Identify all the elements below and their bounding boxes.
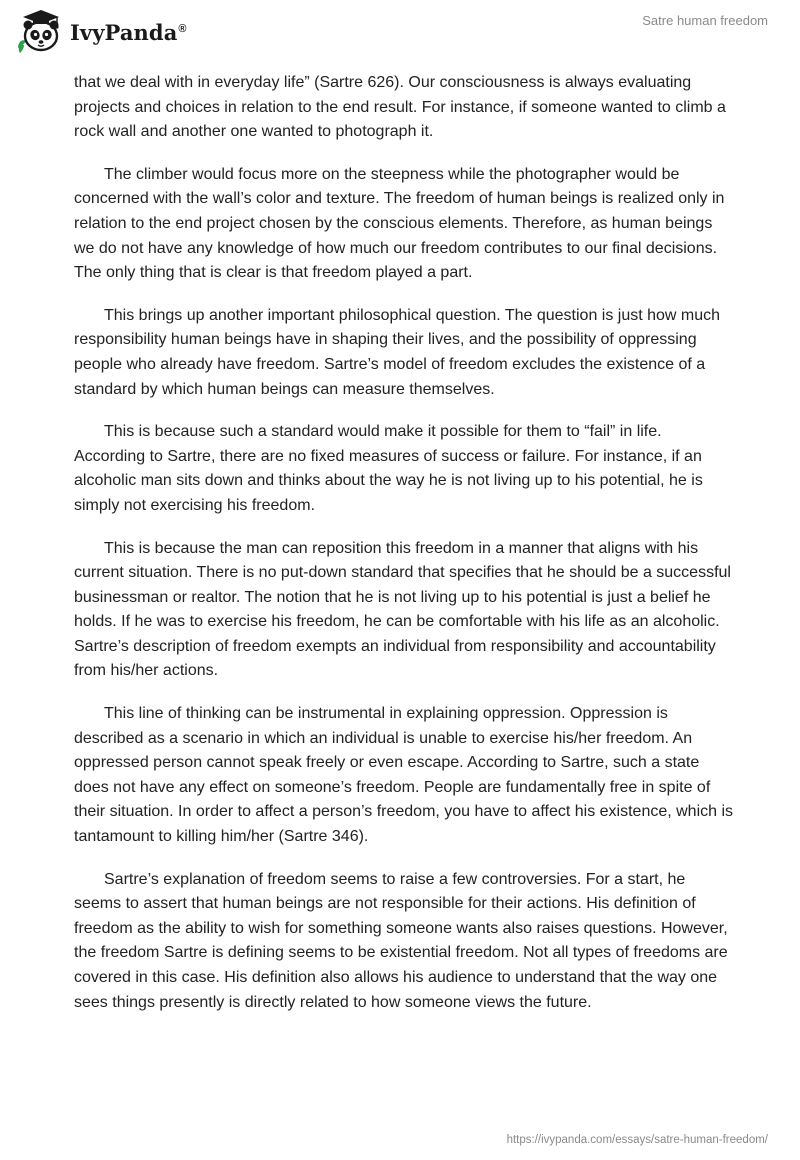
essay-paragraph: This brings up another important philosophical question. The question is just how much responsibility human beings have in shaping their lives, and the possibility of oppressing people who already have freedom. Sartre’s model of freedom excludes the existence of a standard by which human beings can measure themselves.	[74, 306, 721, 398]
essay-paragraph: that we deal with in everyday life” (Sartre 626). Our consciousness is always evaluating projects and choices in relation to the end result. For instance, if someone wanted to climb a rock wall and another one wanted to photograph it.	[74, 74, 726, 141]
brand-name: IvyPanda®	[70, 19, 187, 45]
source-url[interactable]: https://ivypanda.com/essays/satre-human-freedom/	[506, 1134, 768, 1146]
ivypanda-logo[interactable]	[14, 8, 187, 56]
essay-paragraph: Sartre’s explanation of freedom seems to raise a few controversies. For a start, he seems to assert that human beings are not responsible for their actions. His definition of freedom as the ability to wish for something someone wants also raises questions. However, the freedom Sartre is defining seems to be existential freedom. Not all types of freedoms are covered in this case. His definition also allows his audience to understand that the way one sees things presently is directly related to how someone views the future.	[74, 870, 728, 1011]
essay-paragraph: This line of thinking can be instrumental in explaining oppression. Oppression is described as a scenario in which an individual is unable to exercise his/her freedom. An oppressed person cannot speak freely or even escape. According to Sartre, such a state does not have any effect on someone’s freedom. People are fundamentally free in spite of their situation. In order to affect a person’s freedom, you have to affect his existence, which is tantamount to killing him/her (Sartre 346).	[74, 705, 734, 846]
essay-paragraph: This is because such a standard would make it possible for them to “fail” in life. According to Sartre, there are no fixed measures of success or failure. For instance, if an alcoholic man sits down and thinks about the way he is not living up to his potential, he is simply not exercising his freedom.	[74, 423, 703, 514]
panda-graduate-icon	[14, 8, 64, 56]
running-title: Satre human freedom	[642, 13, 768, 28]
registered-mark: ®	[178, 22, 187, 35]
essay-body	[74, 71, 736, 1033]
page-header	[0, 0, 800, 62]
essay-paragraph: The climber would focus more on the steepness while the photographer would be concerned with the wall’s color and texture. The freedom of human beings is realized only in relation to the end project chosen by the conscious elements. Therefore, as human beings we do not have any knowledge of how much our freedom contributes to our final decisions. The only thing that is clear is that freedom played a part.	[74, 165, 725, 282]
essay-paragraph: This is because the man can reposition this freedom in a manner that aligns with his current situation. There is no put-down standard that specifies that he should be a successful businessman or realtor. The notion that he is not living up to his potential is just a belief he holds. If he was to exercise his freedom, he can be comfortable with his life as an alcoholic. Sartre’s description of freedom exempts an individual from responsibility and accountability from his/her actions.	[74, 539, 731, 680]
